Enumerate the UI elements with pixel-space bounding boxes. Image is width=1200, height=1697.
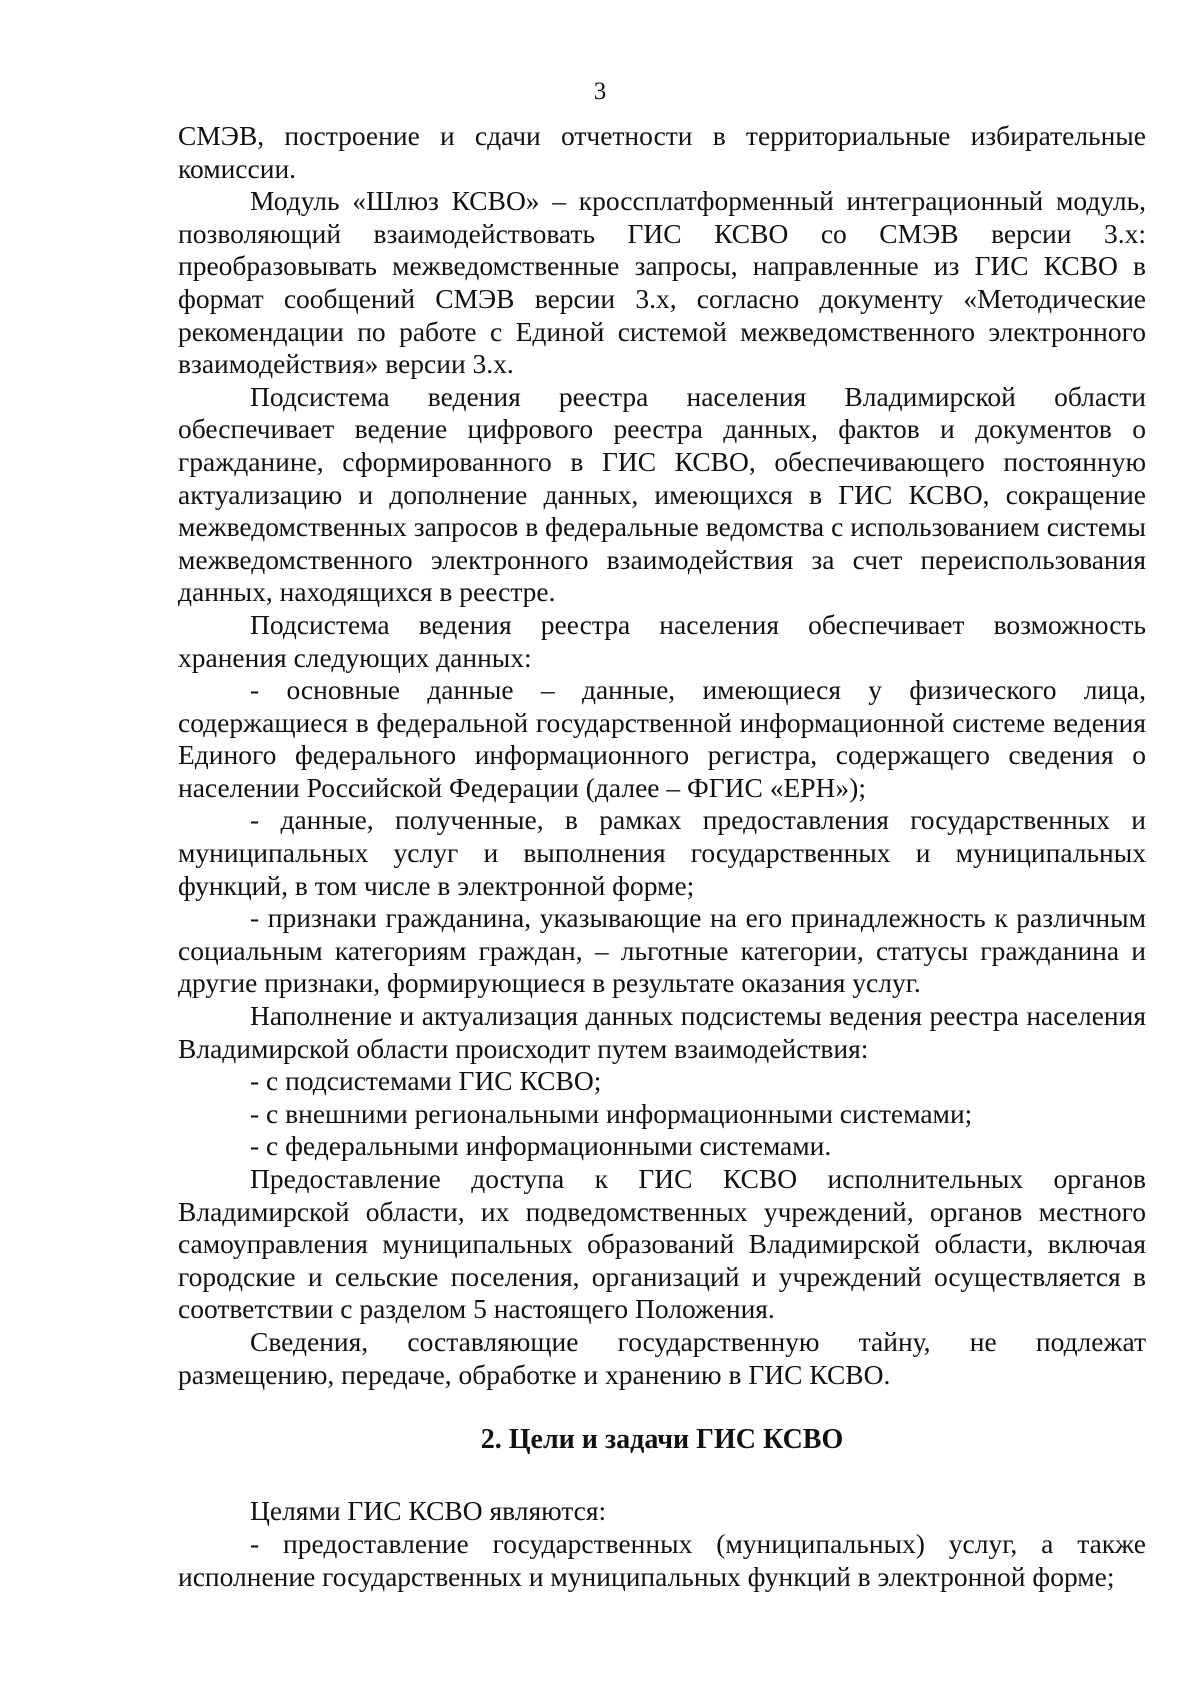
list-item-federal-systems: - с федеральными информационными системами. [250, 1130, 832, 1162]
goals-intro: Целями ГИС КСВО являются: [250, 1495, 607, 1526]
goals-list-item: - предоставление государственных (муниципальных) услуг, а также исполнение государственных и муниципальных функций в электронной форме; [178, 1528, 1146, 1592]
list-item-basic-data: - основные данные – данные, имеющиеся у физического лица, содержащиеся в федеральной государственной информационной системе ведения Единого федерального информационного регистра, содержащего сведения о населении Российской Федерации (далее – ФГИС «ЕРН»); [178, 674, 1146, 803]
page-number: 3 [593, 78, 607, 105]
section-heading: 2. Цели и задачи ГИС КСВО [480, 1424, 844, 1455]
document-body [178, 120, 1146, 1391]
paragraph-shlyuz-module: Модуль «Шлюз КСВО» – кроссплатформенный интеграционный модуль, позволяющий взаимодействовать ГИС КСВО со СМЭВ версии 3.х: преобразовывать межведомственные запросы, направленные из ГИС КСВО в формат сообщений СМЭВ версии 3.х, согласно документу «Методические рекомендации по работе с Единой системой межведомственного электронного взаимодействия» версии 3.х. [178, 185, 1146, 380]
paragraph-registry-storage: Подсистема ведения реестра населения обеспечивает возможность хранения следующих данных: [178, 608, 1146, 673]
paragraph-state-secret: Сведения, составляющие государственную тайну, не подлежат размещению, передаче, обработке и хранению в ГИС КСВО. [178, 1325, 1146, 1390]
paragraph-population-registry: Подсистема ведения реестра населения Владимирской области обеспечивает ведение цифрового реестра данных, фактов и документов о гражданине, сформированного в ГИС КСВО, обеспечивающего постоянную актуализацию и дополнение данных, имеющихся в ГИС КСВО, сокращение межведомственных запросов в федеральные ведомства с использованием системы межведомственного электронного взаимодействия за счет переиспользования данных, находящихся в реестре. [178, 380, 1146, 608]
list-item-subsystems: - с подсистемами ГИС КСВО; [250, 1065, 602, 1097]
paragraph-continuation: СМЭВ, построение и сдачи отчетности в территориальные избирательные комиссии. [178, 120, 1146, 184]
list-item-service-data: - данные, полученные, в рамках предоставления государственных и муниципальных услуг и выполнения государственных и муниципальных функций, в том числе в электронной форме; [178, 804, 1146, 901]
list-item-regional-systems: - с внешними региональными информационными системами; [250, 1097, 973, 1129]
paragraph-access-provision: Предоставление доступа к ГИС КСВО исполнительных органов Владимирской области, их подведомственных учреждений, органов местного самоуправления муниципальных образований Владимирской области, включая городские и сельские поселения, организаций и учреждений осуществляется в соответствии с разделом 5 настоящего Положения. [178, 1163, 1146, 1325]
paragraph-registry-filling: Наполнение и актуализация данных подсистемы ведения реестра населения Владимирской области происходит путем взаимодействия: [178, 1000, 1146, 1064]
list-item-citizen-attributes: - признаки гражданина, указывающие на его принадлежность к различным социальным категориям граждан, – льготные категории, статусы гражданина и другие признаки, формирующиеся в результате оказания услуг. [178, 902, 1146, 999]
goals-section [178, 1494, 1146, 1593]
